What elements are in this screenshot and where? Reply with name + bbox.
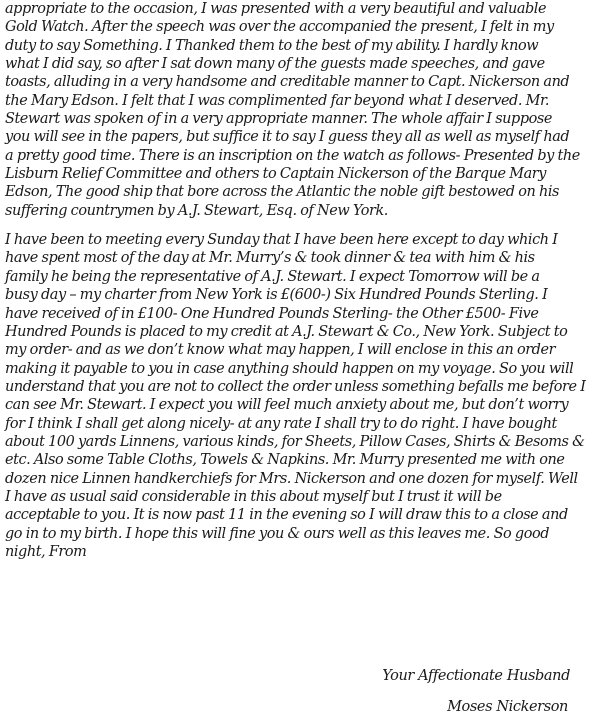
text-line: busy day – my charter from New York is £(600-) Six Hundred Pounds Sterling. I	[5, 287, 548, 304]
text-line: have received of in £100- One Hundred Pounds Sterling- the Other £500- Five	[5, 305, 539, 322]
text-line: my order- and as we don’t know what may happen, I will enclose in this an order	[5, 342, 556, 359]
text-line: Stewart was spoken of in a very appropriate manner. The whole affair I suppose	[5, 111, 552, 128]
text-line: dozen nice Linnen handkerchiefs for Mrs. Nickerson and one dozen for myself. Well	[5, 470, 578, 487]
text-line: go in to my birth. I hope this will fine you & ours well as this leaves me. So good	[5, 525, 550, 542]
text-line: etc. Also some Table Cloths, Towels & Napkins. Mr. Murry presented me with one	[5, 452, 565, 469]
text-line: Gold Watch. After the speech was over the accompanied the present, I felt in my	[5, 19, 554, 36]
paragraph-spacer	[5, 220, 597, 231]
text-line: I have been to meeting every Sunday that I have been here except to day which I	[5, 232, 558, 249]
text-line: appropriate to the occasion, I was presented with a very beautiful and valuable	[5, 1, 547, 17]
text-line: for I think I shall get along nicely- at any rate I shall try to do right. I have bought	[5, 415, 557, 432]
text-line: family he being the representative of A.J. Stewart. I expect Tomorrow will be a	[5, 268, 540, 285]
paragraph-watch-presentation	[5, 0, 597, 220]
text-line: about 100 yards Linnens, various kinds, for Sheets, Pillow Cases, Shirts & Besoms &	[5, 433, 585, 450]
text-line: making it payable to you in case anything should happen on my voyage. So you will	[5, 360, 574, 377]
text-line: I have as usual said considerable in this about myself but I trust it will be	[5, 488, 502, 505]
text-line: toasts, alluding in a very handsome and creditable manner to Capt. Nickerson and	[5, 74, 570, 91]
text-line: Edson, The good ship that bore across the Atlantic the noble gift bestowed on his	[5, 184, 560, 201]
text-line: Lisburn Relief Committee and others to Captain Nickerson of the Barque Mary	[5, 166, 546, 183]
text-line: acceptable to you. It is now past 11 in the evening so I will draw this to a close and	[5, 507, 568, 524]
text-line: a pretty good time. There is an inscription on the watch as follows- Presented by the	[5, 147, 580, 164]
text-line: duty to say Something. I Thanked them to the best of my ability. I hardly know	[5, 37, 539, 54]
text-line: night, From	[5, 543, 87, 560]
text-line: you will see in the papers, but suffice it to say I guess they all as well as myself had	[5, 129, 570, 146]
text-line: the Mary Edson. I felt that I was complimented far beyond what I deserved. Mr.	[5, 92, 550, 109]
letter-body	[5, 0, 597, 561]
letter-closing: Your Affectionate Husband	[382, 668, 570, 684]
text-line: what I did say, so after I sat down many of the guests made speeches, and gave	[5, 56, 545, 73]
text-line: have spent most of the day at Mr. Murry’s & took dinner & tea with him & his	[5, 250, 535, 267]
text-line: can see Mr. Stewart. I expect you will feel much anxiety about me, but don’t worry	[5, 397, 569, 414]
text-line: understand that you are not to collect the order unless something befalls me before I	[5, 378, 586, 395]
text-line: Hundred Pounds is placed to my credit at A.J. Stewart & Co., New York. Subject to	[5, 323, 568, 340]
text-line: suffering countrymen by A.J. Stewart, Esq. of New York.	[5, 202, 388, 219]
letter-signature: Moses Nickerson	[447, 699, 568, 715]
paragraph-sunday-meeting	[5, 231, 597, 561]
